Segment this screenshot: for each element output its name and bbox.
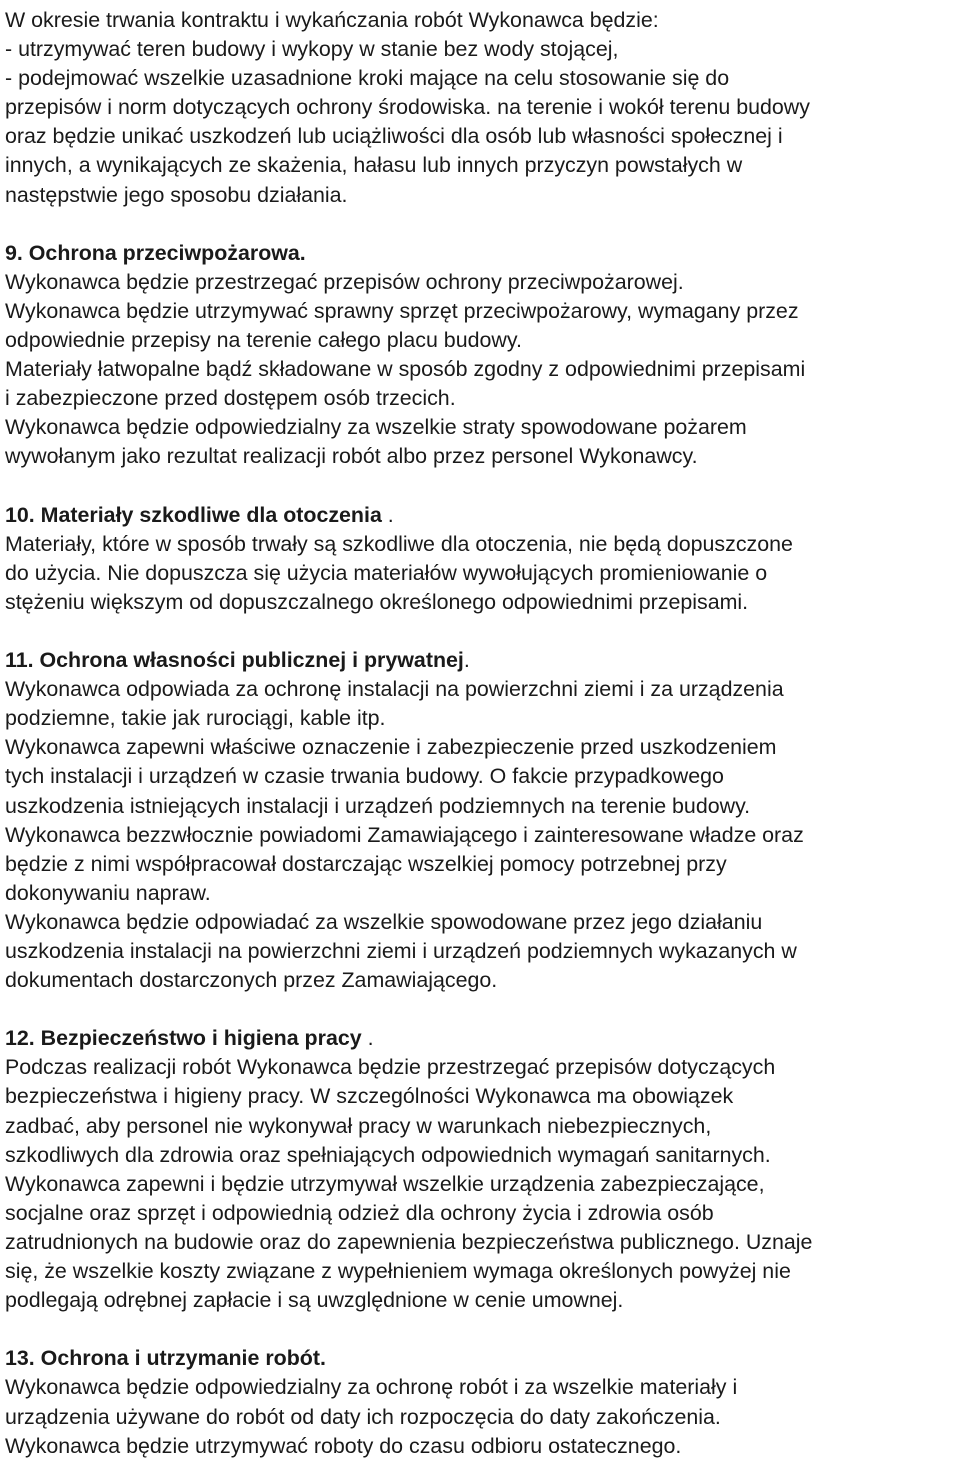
- section-works-protection: [5, 1344, 957, 1460]
- section-line: szkodliwych dla zdrowia oraz spełniających odpowiednich wymagań sanitarnych.: [5, 1142, 771, 1167]
- paragraph-spacer: [5, 472, 957, 501]
- section-line: socjalne oraz sprzęt i odpowiednią odzież dla ochrony życia i zdrowia osób: [5, 1200, 714, 1225]
- intro-line: oraz będzie unikać uszkodzeń lub uciążliwości dla osób lub własności społecznej i: [5, 124, 783, 149]
- section-line: Podczas realizacji robót Wykonawca będzie przestrzegać przepisów dotyczących: [5, 1055, 776, 1080]
- section-line: Wykonawca będzie przestrzegać przepisów ochrony przeciwpożarowej.: [5, 269, 684, 294]
- section-property-protection: [5, 646, 957, 995]
- intro-line: - utrzymywać teren budowy i wykopy w stanie bez wody stojącej,: [5, 37, 619, 62]
- section-line: zadbać, aby personel nie wykonywał pracy w warunkach niebezpiecznych,: [5, 1113, 712, 1138]
- section-line: stężeniu większym od dopuszczalnego określonego odpowiednimi przepisami.: [5, 589, 749, 614]
- section-line: Wykonawca będzie utrzymywać roboty do czasu odbioru ostatecznego.: [5, 1433, 682, 1458]
- section-line: i zabezpieczone przed dostępem osób trzecich.: [5, 386, 456, 411]
- section-line: urządzenia używane do robót od daty ich rozpoczęcia do daty zakończenia.: [5, 1404, 721, 1429]
- section-line: podziemne, takie jak rurociągi, kable itp.: [5, 706, 386, 731]
- section-health-safety: [5, 1024, 957, 1315]
- paragraph-spacer: [5, 210, 957, 239]
- paragraph-spacer: [5, 1315, 957, 1344]
- section-heading-suffix: .: [463, 648, 470, 673]
- section-heading-line: [5, 1024, 957, 1053]
- section-heading-line: [5, 501, 957, 530]
- section-line: dokonywaniu napraw.: [5, 880, 211, 905]
- section-line: wywołanym jako rezultat realizacji robót albo przez personel Wykonawcy.: [5, 444, 698, 469]
- section-line: Wykonawca będzie odpowiedzialny za ochronę robót i za wszelkie materiały i: [5, 1375, 738, 1400]
- section-heading: 11. Ochrona własności publicznej i prywatnej: [5, 648, 464, 673]
- section-heading: 9. Ochrona przeciwpożarowa.: [5, 240, 306, 265]
- intro-line: W okresie trwania kontraktu i wykańczania robót Wykonawca będzie:: [5, 8, 659, 32]
- section-line: odpowiednie przepisy na terenie całego placu budowy.: [5, 328, 522, 353]
- section-line: Wykonawca zapewni i będzie utrzymywał wszelkie urządzenia zabezpieczające,: [5, 1171, 765, 1196]
- section-heading-suffix: .: [361, 1026, 374, 1051]
- paragraph-spacer: [5, 995, 957, 1024]
- section-line: Materiały, które w sposób trwały są szkodliwe dla otoczenia, nie będą dopuszczone: [5, 531, 793, 556]
- intro-line: innych, a wynikających ze skażenia, hałasu lub innych przyczyn powstałych w: [5, 153, 743, 178]
- section-line: Wykonawca odpowiada za ochronę instalacji na powierzchni ziemi i za urządzenia: [5, 677, 784, 702]
- section-line: Wykonawca będzie utrzymywać sprawny sprzęt przeciwpożarowy, wymagany przez: [5, 298, 799, 323]
- section-line: Wykonawca będzie odpowiedzialny za wszelkie straty spowodowane pożarem: [5, 415, 747, 440]
- section-line: uszkodzenia instalacji na powierzchni ziemi i urządzeń podziemnych wykazanych w: [5, 939, 797, 963]
- intro-line: przepisów i norm dotyczących ochrony środowiska. na terenie i wokół terenu budowy: [5, 95, 810, 120]
- section-line: tych instalacji i urządzeń w czasie trwania budowy. O fakcie przypadkowego: [5, 764, 724, 789]
- paragraph-spacer: [5, 617, 957, 646]
- section-line: się, że wszelkie koszty związane z wypełnieniem wymaga określonych powyżej nie: [5, 1259, 791, 1284]
- section-line: podlegają odrębnej zapłacie i są uwzględnione w cenie umownej.: [5, 1288, 624, 1313]
- section-heading-line: [5, 239, 957, 268]
- section-line: Materiały łatwopalne bądź składowane w sposób zgodny z odpowiednimi przepisami: [5, 357, 806, 382]
- section-heading: 13. Ochrona i utrzymanie robót.: [5, 1346, 326, 1371]
- section-line: Wykonawca zapewni właściwe oznaczenie i zabezpieczenie przed uszkodzeniem: [5, 735, 777, 760]
- section-line: bezpieczeństwa i higieny pracy. W szczególności Wykonawca ma obowiązek: [5, 1084, 734, 1109]
- section-line: Wykonawca bezzwłocznie powiadomi Zamawiającego i zainteresowane władze oraz: [5, 822, 804, 847]
- intro-line: - podejmować wszelkie uzasadnione kroki mające na celu stosowanie się do: [5, 66, 730, 91]
- section-heading: 12. Bezpieczeństwo i higiena pracy: [5, 1026, 362, 1051]
- intro-line: następstwie jego sposobu działania.: [5, 182, 348, 207]
- section-heading-line: [5, 1344, 957, 1373]
- section-line: do użycia. Nie dopuszcza się użycia materiałów wywołujących promieniowanie o: [5, 560, 768, 585]
- section-fire-protection: [5, 239, 957, 472]
- section-line: uszkodzenia istniejących instalacji i urządzeń podziemnych na terenie budowy.: [5, 793, 751, 818]
- section-heading: 10. Materiały szkodliwe dla otoczenia: [5, 502, 382, 527]
- document-page: [5, 6, 957, 1461]
- section-heading-suffix: .: [381, 502, 394, 527]
- section-line: Wykonawca będzie odpowiadać za wszelkie spowodowane przez jego działaniu: [5, 909, 763, 934]
- section-line: dokumentach dostarczonych przez Zamawiającego.: [5, 968, 498, 993]
- intro-paragraph: [5, 6, 957, 210]
- section-line: zatrudnionych na budowie oraz do zapewnienia bezpieczeństwa publicznego. Uznaje: [5, 1229, 813, 1254]
- section-line: będzie z nimi współpracował dostarczając wszelkiej pomocy potrzebnej przy: [5, 851, 727, 876]
- section-harmful-materials: [5, 501, 957, 617]
- section-heading-line: [5, 646, 957, 675]
